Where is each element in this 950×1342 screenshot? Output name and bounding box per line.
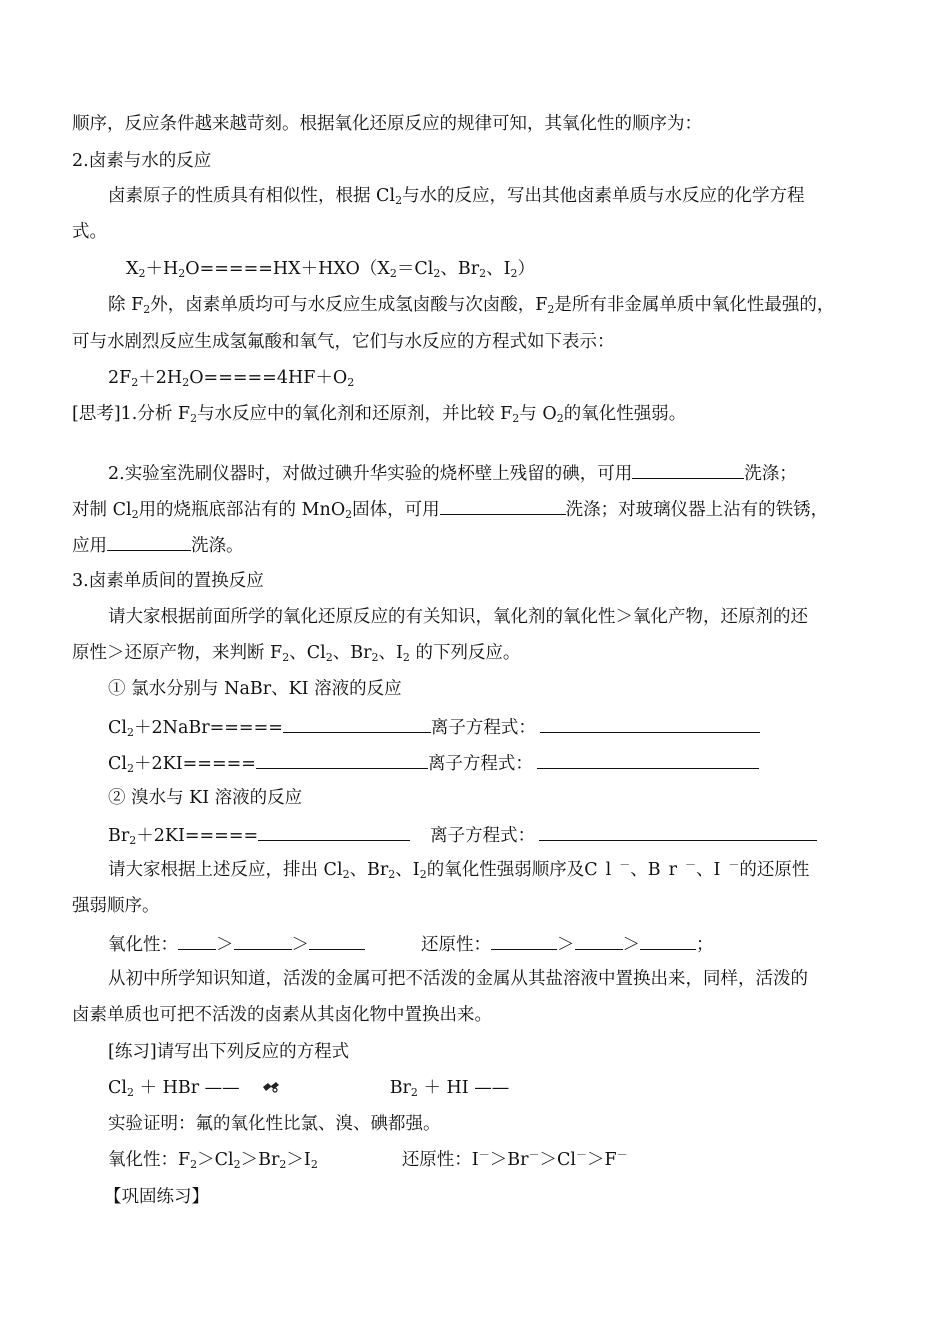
answer-blank[interactable] (178, 931, 216, 950)
answer-blank[interactable] (256, 750, 428, 769)
answer-blank[interactable] (234, 931, 292, 950)
equation-fluorine-water: $2F_2+2H_2O=====4HF+O_2$ (108, 368, 355, 389)
paragraph-3-line-2: 可与水剧烈反应生成氢氟酸和氧气，它们与水反应的方程式如下表示： (72, 332, 615, 352)
paragraph-2-line-1: 卤素原子的性质具有相似性，根据 $Cl_2$与水的反应，写出其他卤素单质与水反应的化学方程 (108, 186, 805, 207)
reaction-cl2-nabr: $Cl_2+2NaBr=====$ 离子方程式： (108, 714, 760, 740)
item-2-heading: ② 溴水与 KI 溶液的反应 (108, 788, 303, 808)
oxidation-reduction-order: 氧化性：$F_2>Cl_2>Br_2>I_2$ 还原性：I－＞Br－＞Cl－＞F－ (108, 1148, 628, 1171)
answer-blank[interactable] (107, 532, 191, 551)
answer-blank[interactable] (440, 496, 566, 515)
answer-blank[interactable] (632, 460, 744, 479)
section-heading-2: 2.卤素与水的反应 (72, 151, 212, 171)
reaction-cl2-ki: $Cl_2+2KI=====$ 离子方程式： (108, 750, 759, 776)
proof-line: 实验证明：氟的氧化性比氯、溴、碘都强。 (108, 1114, 441, 1134)
ion-equation-blank[interactable] (539, 822, 817, 841)
paragraph-4-line-2: 原性＞还原产物，来判断 $F_2$、$Cl_2$、$Br_2$、$I_2$ 的下列反应。 (72, 643, 521, 664)
practice-heading: [练习]请写出下列反应的方程式 (108, 1042, 350, 1062)
question-2-line-2: 对制 $Cl_2$用的烧瓶底部沾有的 MnO$_2$固体，可用 洗涤；对玻璃仪器上沾有的铁锈， (72, 496, 828, 522)
answer-blank[interactable] (283, 714, 431, 733)
think-question-1: [思考]1.分析 $F_2$与水反应中的氧化剂和还原剂，并比较 $F_2$与 $O_2$的氧化性强弱。 (72, 404, 687, 425)
answer-blank[interactable] (575, 931, 623, 950)
answer-blank[interactable] (258, 822, 410, 841)
question-2-line-3: 应用 洗涤。 (72, 532, 244, 558)
paragraph-4-line-1: 请大家根据前面所学的氧化还原反应的有关知识，氧化剂的氧化性＞氧化产物，还原剂的还 (108, 607, 808, 627)
section-heading-3: 3.卤素单质间的置换反应 (72, 571, 264, 591)
answer-blank[interactable] (309, 931, 365, 950)
paragraph-2-line-2: 式。 (72, 222, 107, 242)
ion-equation-blank[interactable] (540, 714, 760, 733)
item-1-heading: ① 氯水分别与 NaBr、KI 溶液的反应 (108, 679, 402, 699)
order-line: 氧化性： ＞ ＞ 还原性： ＞ ＞ ； (108, 931, 714, 957)
paragraph-6-line-2: 卤素单质也可把不活泼的卤素从其卤化物中置换出来。 (72, 1005, 492, 1025)
paragraph-3-line-1: 除 $F_2$外，卤素单质均可与水反应生成氢卤酸与次卤酸，$F_2$是所有非金属单质中氧化性最强的， (108, 295, 835, 316)
equation-halogen-water: $X_2+H_2O=====HX+HXO(X_2=Cl_2$、$Br_2$、$I_2$） (126, 259, 535, 280)
practice-reactions: $Cl_2$ ＋ HBr —— $Br_2$ ＋ HI —— (108, 1078, 510, 1099)
reaction-br2-ki: $Br_2+2KI=====$ 离子方程式： (108, 822, 817, 848)
text-line-1: 顺序，反应条件越来越苛刻。根据氧化还原反应的规律可知，其氧化性的顺序为： (72, 114, 702, 134)
answer-blank[interactable] (491, 931, 557, 950)
paragraph-6-line-1: 从初中所学知识知道，活泼的金属可把不活泼的金属从其盐溶液中置换出来，同样，活泼的 (108, 969, 808, 989)
paragraph-5-line-2: 强弱顺序。 (72, 896, 160, 916)
consolidate-heading: 【巩固练习】 (104, 1187, 209, 1207)
paragraph-5-line-1: 请大家根据上述反应，排出 $Cl_2$、$Br_2$、$I_2$的氧化性强弱顺序及Cl－、Br－、I－的还原性 (108, 858, 810, 881)
answer-blank[interactable] (640, 931, 696, 950)
question-2-line-1: 2.实验室洗刷仪器时，对做过碘升华实验的烧杯壁上残留的碘，可用 洗涤； (108, 460, 797, 486)
ion-equation-blank[interactable] (537, 750, 759, 769)
pen-cursor-icon (262, 1077, 280, 1091)
